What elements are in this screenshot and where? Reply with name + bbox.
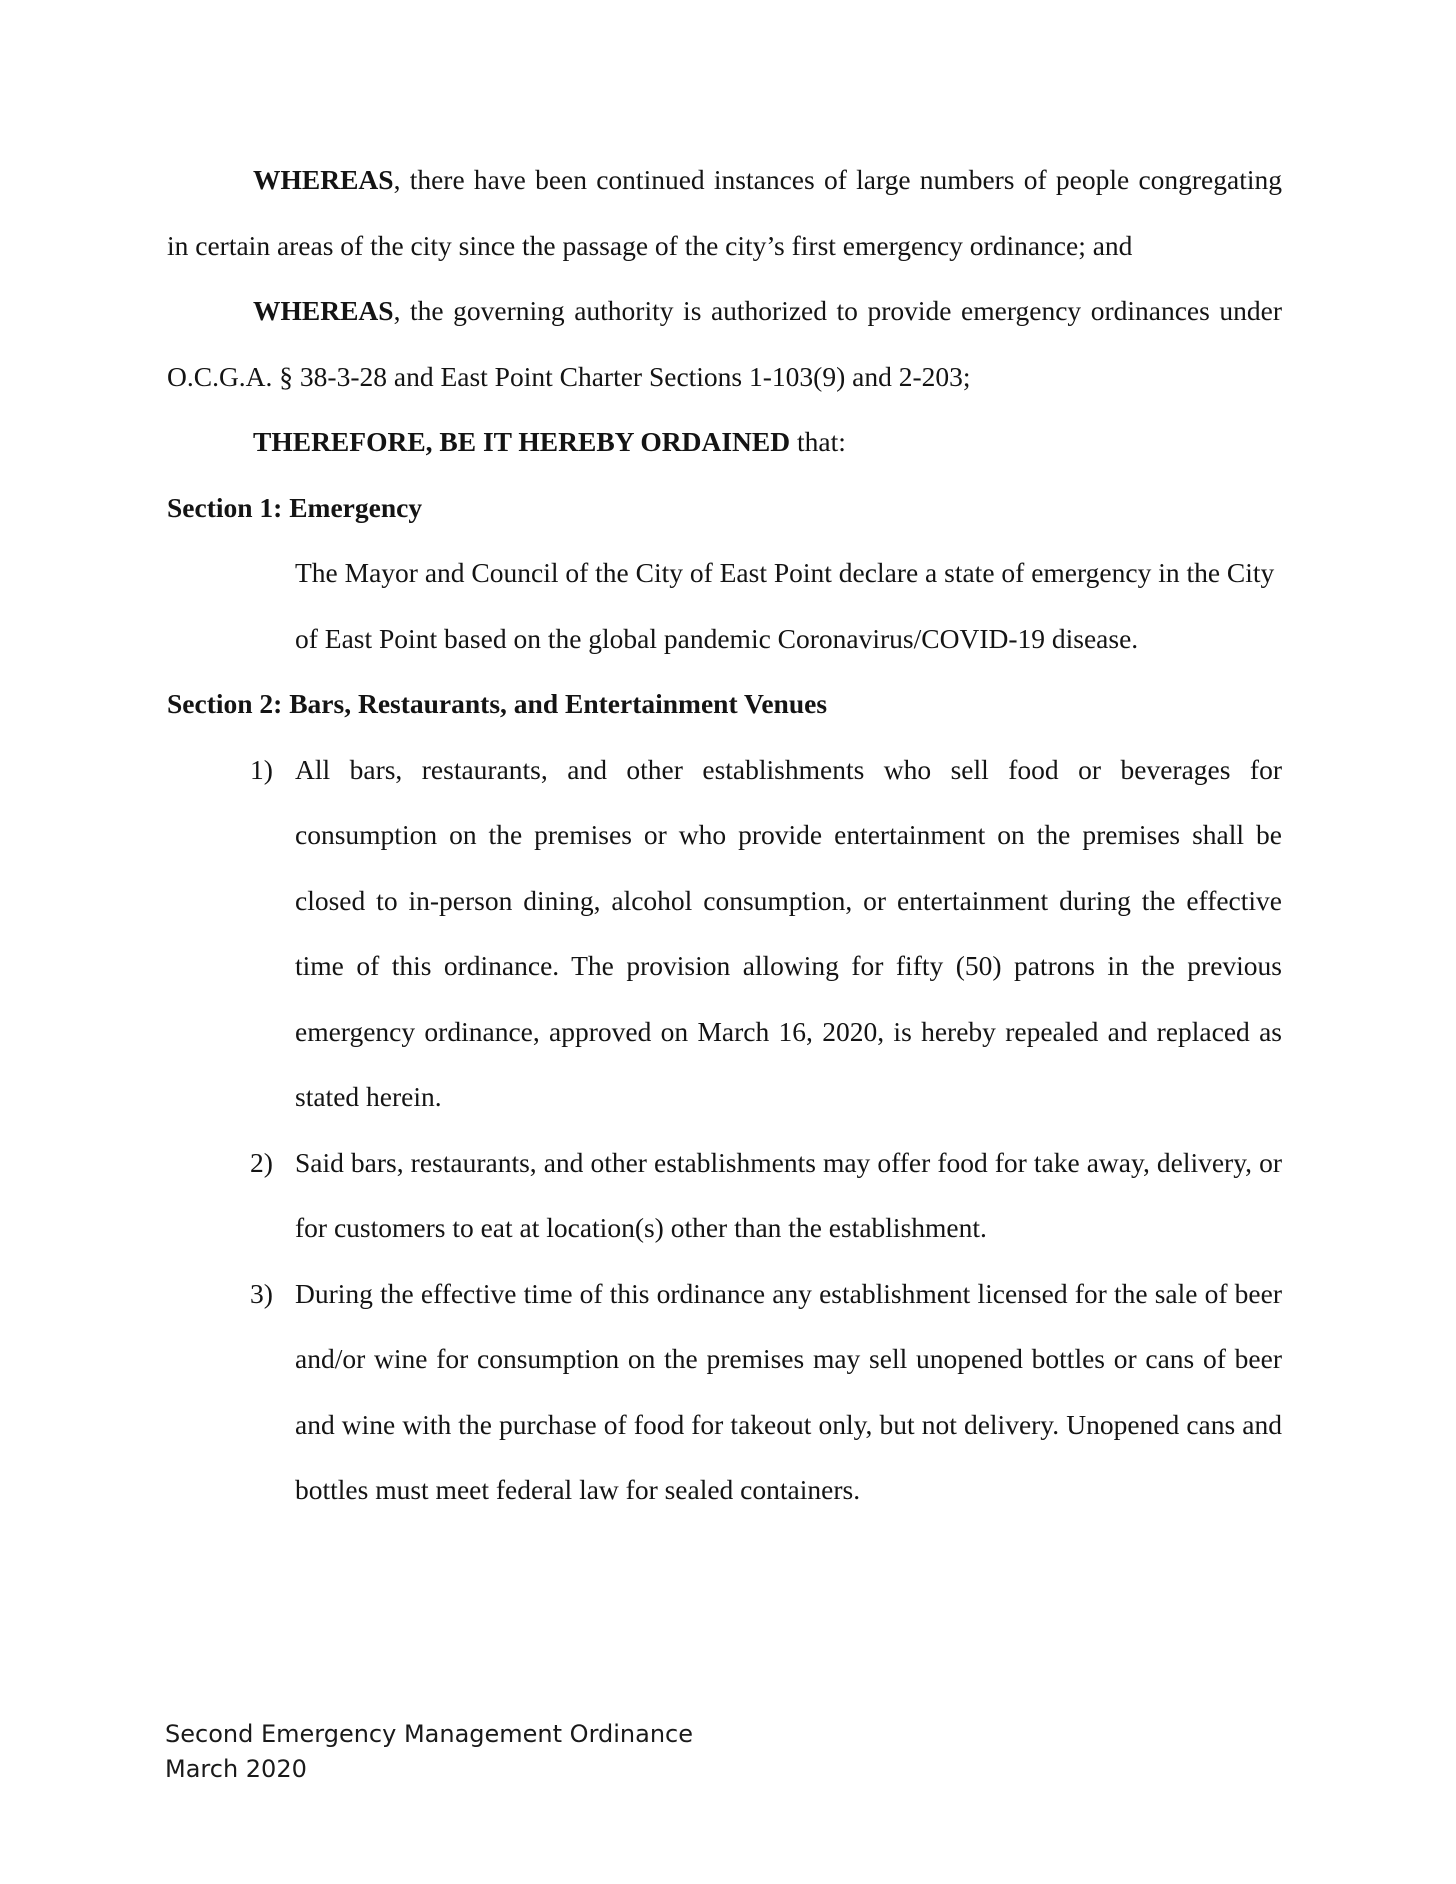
list-item-number: 3)	[250, 1277, 273, 1309]
section-2-heading: Section 2: Bars, Restaurants, and Entertainment Venues	[167, 688, 828, 719]
whereas-text: , the governing authority is authorized to provide emergency ordinances under O.C.G.A. § 38-3-28 and East Point Charter Sections 1-103(9) and 2-203;	[167, 295, 1282, 392]
list-item	[167, 1261, 1282, 1523]
therefore-text: that:	[790, 426, 846, 457]
section-1-heading: Section 1: Emergency	[167, 491, 423, 523]
therefore-keyword: THEREFORE, BE IT HEREBY ORDAINED	[253, 426, 791, 457]
footer-document-title: Second Emergency Management Ordinance	[165, 1720, 693, 1748]
whereas-keyword: WHEREAS	[253, 295, 394, 326]
list-item-number: 2)	[250, 1146, 273, 1178]
whereas-keyword: WHEREAS	[253, 164, 394, 195]
list-item	[167, 1130, 1282, 1261]
ordinance-body	[167, 147, 1282, 1523]
section-2-list	[167, 737, 1282, 1523]
whereas-clause-1	[167, 147, 1282, 278]
whereas-clause-2	[167, 278, 1282, 409]
whereas-text: , there have been continued instances of large numbers of people congregating in certain areas of the city since the passage of the city’s first emergency ordinance; and	[167, 164, 1282, 261]
page-footer	[165, 1717, 693, 1787]
list-item-text: During the effective time of this ordinance any establishment licensed for the sale of beer and/or wine for consumption on the premises may sell unopened bottles or cans of beer and wine with the purchase of food for takeout only, but not delivery. Unopened cans and bottles must meet federal law for sealed containers.	[295, 1277, 1282, 1505]
section-1-body: The Mayor and Council of the City of East Point declare a state of emergency in the City of East Point based on the global pandemic Coronavirus/COVID-19 disease.	[295, 557, 1275, 654]
therefore-clause	[167, 409, 1282, 475]
footer-date: March 2020	[165, 1755, 307, 1783]
list-item	[167, 737, 1282, 1130]
list-item-text: Said bars, restaurants, and other establishments may offer food for take away, delivery, or for customers to eat at location(s) other than the establishment.	[295, 1146, 1282, 1243]
list-item-number: 1)	[250, 753, 273, 785]
list-item-text: All bars, restaurants, and other establishments who sell food or beverages for consumption on the premises or who provide entertainment on the premises shall be closed to in-person dining, alcohol consumption, or entertainment during the effective time of this ordinance. The provision allowing for fifty (50) patrons in the previous emergency ordinance, approved on March 16, 2020, is hereby repealed and replaced as stated herein.	[295, 753, 1282, 1112]
